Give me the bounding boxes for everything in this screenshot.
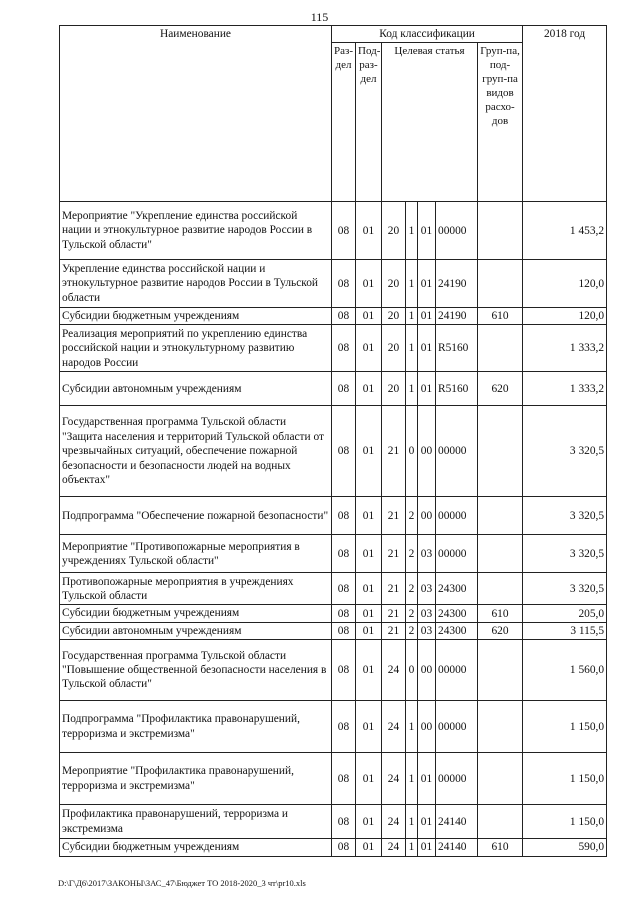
header-name: Наименование — [60, 26, 332, 202]
row-target-event: 01 — [418, 202, 436, 260]
row-target-program: 21 — [382, 573, 406, 605]
row-expense-group: 610 — [478, 308, 523, 325]
row-target-program: 20 — [382, 260, 406, 308]
row-name: Укрепление единства российской нации и этнокультурное развитие народов России в Тульской области — [60, 260, 332, 308]
row-target-event: 00 — [418, 701, 436, 753]
row-amount: 1 560,0 — [523, 640, 607, 701]
row-target-event: 00 — [418, 406, 436, 497]
table-row — [60, 308, 607, 325]
row-podrazdel: 01 — [356, 622, 382, 639]
row-razdel: 08 — [332, 640, 356, 701]
table-row — [60, 573, 607, 605]
row-target-event: 01 — [418, 839, 436, 856]
row-amount: 3 320,5 — [523, 497, 607, 535]
row-target-direction: R5160 — [436, 372, 478, 406]
table-row — [60, 605, 607, 622]
table-row — [60, 805, 607, 839]
row-target-event: 03 — [418, 535, 436, 573]
row-target-event: 03 — [418, 622, 436, 639]
row-expense-group — [478, 325, 523, 372]
row-amount: 3 320,5 — [523, 406, 607, 497]
row-target-event: 01 — [418, 372, 436, 406]
table-row — [60, 406, 607, 497]
row-target-direction: 24300 — [436, 573, 478, 605]
header-razdel: Раз-дел — [332, 43, 356, 202]
row-amount: 1 453,2 — [523, 202, 607, 260]
row-target-subprogram: 1 — [406, 202, 418, 260]
row-target-subprogram: 1 — [406, 260, 418, 308]
row-target-direction: 24300 — [436, 622, 478, 639]
row-expense-group: 610 — [478, 605, 523, 622]
row-podrazdel: 01 — [356, 701, 382, 753]
row-podrazdel: 01 — [356, 535, 382, 573]
row-target-event: 03 — [418, 573, 436, 605]
row-target-subprogram: 1 — [406, 325, 418, 372]
row-amount: 3 115,5 — [523, 622, 607, 639]
row-podrazdel: 01 — [356, 497, 382, 535]
row-expense-group — [478, 805, 523, 839]
table-row — [60, 372, 607, 406]
row-target-subprogram: 1 — [406, 701, 418, 753]
row-target-program: 21 — [382, 605, 406, 622]
header-target: Целевая статья — [382, 43, 478, 202]
table-row — [60, 753, 607, 805]
row-amount: 590,0 — [523, 839, 607, 856]
row-target-subprogram: 1 — [406, 839, 418, 856]
row-name: Подпрограмма "Обеспечение пожарной безопасности" — [60, 497, 332, 535]
row-expense-group — [478, 701, 523, 753]
row-name: Мероприятие "Профилактика правонарушений, терроризма и экстремизма" — [60, 753, 332, 805]
row-name: Противопожарные мероприятия в учреждениях Тульской области — [60, 573, 332, 605]
header-podrazdel: Под-раз-дел — [356, 43, 382, 202]
row-target-program: 21 — [382, 535, 406, 573]
table-row — [60, 260, 607, 308]
row-name: Реализация мероприятий по укреплению единства российской нации и этнокультурному развитию народов России — [60, 325, 332, 372]
row-target-event: 01 — [418, 753, 436, 805]
row-amount: 1 150,0 — [523, 753, 607, 805]
row-target-program: 21 — [382, 497, 406, 535]
row-razdel: 08 — [332, 308, 356, 325]
row-name: Субсидии бюджетным учреждениям — [60, 308, 332, 325]
row-expense-group — [478, 202, 523, 260]
row-target-direction: 00000 — [436, 535, 478, 573]
row-amount: 3 320,5 — [523, 535, 607, 573]
row-podrazdel: 01 — [356, 605, 382, 622]
table-row — [60, 202, 607, 260]
row-name: Государственная программа Тульской области "Повышение общественной безопасности населения в Тульской области" — [60, 640, 332, 701]
row-target-program: 21 — [382, 622, 406, 639]
row-target-direction: 24300 — [436, 605, 478, 622]
row-target-direction: 00000 — [436, 497, 478, 535]
row-target-direction: 24140 — [436, 805, 478, 839]
row-podrazdel: 01 — [356, 839, 382, 856]
row-target-subprogram: 2 — [406, 497, 418, 535]
table-row — [60, 701, 607, 753]
row-name: Субсидии бюджетным учреждениям — [60, 839, 332, 856]
row-target-program: 24 — [382, 640, 406, 701]
row-target-program: 20 — [382, 325, 406, 372]
row-razdel: 08 — [332, 573, 356, 605]
row-razdel: 08 — [332, 372, 356, 406]
row-razdel: 08 — [332, 325, 356, 372]
row-target-direction: 24190 — [436, 308, 478, 325]
table-row — [60, 497, 607, 535]
row-target-event: 01 — [418, 805, 436, 839]
row-podrazdel: 01 — [356, 325, 382, 372]
row-target-event: 01 — [418, 325, 436, 372]
row-podrazdel: 01 — [356, 573, 382, 605]
row-razdel: 08 — [332, 839, 356, 856]
row-podrazdel: 01 — [356, 202, 382, 260]
row-target-subprogram: 2 — [406, 622, 418, 639]
row-expense-group: 620 — [478, 372, 523, 406]
row-razdel: 08 — [332, 605, 356, 622]
row-expense-group — [478, 573, 523, 605]
row-target-subprogram: 2 — [406, 535, 418, 573]
row-name: Государственная программа Тульской области "Защита населения и территорий Тульской области от чрезвычайных ситуаций, обеспечение пожарной безопасности и безопасности людей на водных объектах" — [60, 406, 332, 497]
row-razdel: 08 — [332, 753, 356, 805]
header-group: Груп-па, под-груп-па видов расхо-дов — [478, 43, 523, 202]
row-name: Подпрограмма "Профилактика правонарушений, терроризма и экстремизма" — [60, 701, 332, 753]
row-podrazdel: 01 — [356, 308, 382, 325]
row-target-direction: 00000 — [436, 753, 478, 805]
table-row — [60, 325, 607, 372]
row-target-event: 03 — [418, 605, 436, 622]
row-razdel: 08 — [332, 701, 356, 753]
row-amount: 1 333,2 — [523, 325, 607, 372]
row-target-subprogram: 1 — [406, 753, 418, 805]
row-target-subprogram: 0 — [406, 640, 418, 701]
row-target-subprogram: 2 — [406, 573, 418, 605]
row-target-direction: 00000 — [436, 406, 478, 497]
row-target-event: 01 — [418, 260, 436, 308]
row-target-event: 00 — [418, 640, 436, 701]
table-row — [60, 640, 607, 701]
header-year: 2018 год — [523, 26, 607, 202]
row-name: Мероприятие "Укрепление единства российской нации и этнокультурное развитие народов России в Тульской области" — [60, 202, 332, 260]
row-podrazdel: 01 — [356, 406, 382, 497]
row-target-program: 20 — [382, 202, 406, 260]
row-amount: 120,0 — [523, 308, 607, 325]
row-target-subprogram: 2 — [406, 605, 418, 622]
row-podrazdel: 01 — [356, 640, 382, 701]
row-expense-group — [478, 260, 523, 308]
row-name: Субсидии автономным учреждениям — [60, 622, 332, 639]
row-target-program: 20 — [382, 372, 406, 406]
row-target-program: 24 — [382, 753, 406, 805]
row-target-subprogram: 1 — [406, 805, 418, 839]
row-target-program: 21 — [382, 406, 406, 497]
row-target-subprogram: 1 — [406, 308, 418, 325]
page-number: 115 — [310, 10, 329, 24]
row-razdel: 08 — [332, 535, 356, 573]
header-code-group: Код классификации — [332, 26, 523, 43]
row-podrazdel: 01 — [356, 805, 382, 839]
row-amount: 3 320,5 — [523, 573, 607, 605]
row-name: Мероприятие "Противопожарные мероприятия в учреждениях Тульской области" — [60, 535, 332, 573]
row-podrazdel: 01 — [356, 753, 382, 805]
row-target-subprogram: 0 — [406, 406, 418, 497]
row-target-event: 01 — [418, 308, 436, 325]
row-target-direction: 24190 — [436, 260, 478, 308]
row-amount: 1 150,0 — [523, 805, 607, 839]
row-target-program: 24 — [382, 839, 406, 856]
row-razdel: 08 — [332, 497, 356, 535]
row-target-direction: 00000 — [436, 640, 478, 701]
row-target-program: 20 — [382, 308, 406, 325]
table-row — [60, 535, 607, 573]
row-razdel: 08 — [332, 622, 356, 639]
row-target-direction: 00000 — [436, 701, 478, 753]
row-amount: 1 333,2 — [523, 372, 607, 406]
row-target-direction: 24140 — [436, 839, 478, 856]
footer-file-path: D:\Г\Д6\2017\ЗАКОНЫ\ЗАС_47\Бюджет ТО 2018-2020_3 чт\pr10.xls — [58, 878, 306, 888]
row-amount: 1 150,0 — [523, 701, 607, 753]
row-expense-group — [478, 406, 523, 497]
row-expense-group: 620 — [478, 622, 523, 639]
table-row — [60, 622, 607, 639]
row-target-direction: 00000 — [436, 202, 478, 260]
table-row — [60, 839, 607, 856]
row-expense-group — [478, 640, 523, 701]
row-amount: 205,0 — [523, 605, 607, 622]
row-target-event: 00 — [418, 497, 436, 535]
row-razdel: 08 — [332, 260, 356, 308]
row-razdel: 08 — [332, 805, 356, 839]
row-expense-group — [478, 497, 523, 535]
budget-table — [59, 25, 607, 857]
row-podrazdel: 01 — [356, 372, 382, 406]
row-razdel: 08 — [332, 406, 356, 497]
row-target-program: 24 — [382, 805, 406, 839]
row-podrazdel: 01 — [356, 260, 382, 308]
row-expense-group: 610 — [478, 839, 523, 856]
row-razdel: 08 — [332, 202, 356, 260]
row-expense-group — [478, 535, 523, 573]
row-target-direction: R5160 — [436, 325, 478, 372]
row-amount: 120,0 — [523, 260, 607, 308]
row-name: Профилактика правонарушений, терроризма и экстремизма — [60, 805, 332, 839]
row-expense-group — [478, 753, 523, 805]
row-name: Субсидии бюджетным учреждениям — [60, 605, 332, 622]
row-name: Субсидии автономным учреждениям — [60, 372, 332, 406]
row-target-program: 24 — [382, 701, 406, 753]
row-target-subprogram: 1 — [406, 372, 418, 406]
